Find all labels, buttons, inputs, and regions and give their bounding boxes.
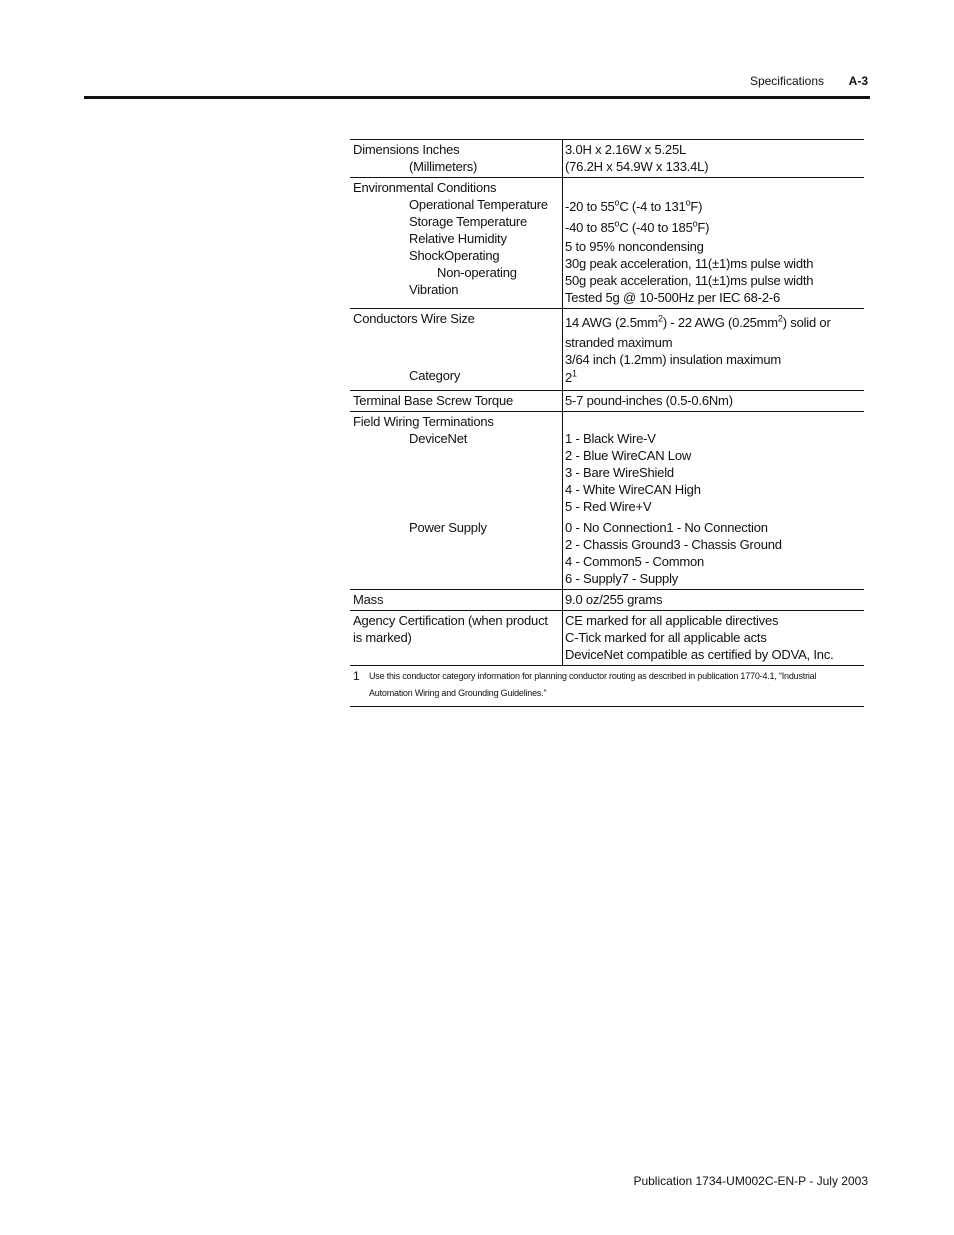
label-cell (350, 611, 563, 666)
footnote-text: Use this conductor category information for planning conductor routing as described in publication 1770-4.1, “Industrial Automation Wiring and Grounding Guidelines.” (369, 671, 817, 698)
insulation-value: 3/64 inch (1.2mm) insulation maximum (565, 352, 782, 367)
list-item: 4 - Common5 - Common (565, 554, 705, 569)
list-item: 2 - Chassis Ground3 - Chassis Ground (565, 537, 782, 552)
header-section-title: Specifications (749, 74, 824, 88)
field-wiring-label: Field Wiring Terminations (353, 414, 494, 429)
list-item: 1 - Black Wire-V (565, 431, 656, 446)
category-value: $2^1$ (565, 368, 577, 385)
mass-label: Mass (353, 592, 384, 607)
table-row-footnote (350, 666, 864, 707)
footer-publication: Publication 1734-UM002C-EN-P - July 2003 (633, 1174, 868, 1188)
agency-label: Agency Certification (when product is marked) (353, 613, 548, 645)
conductors-label: Conductors Wire Size (353, 311, 475, 326)
header-rule (84, 96, 870, 99)
dimensions-inches: 3.0H x 2.16W x 5.25L (565, 142, 687, 157)
vibration-value: Tested 5g @ 10-500Hz per IEC 68-2-6 (565, 290, 781, 305)
shock-nonoperating-label: Non-operating (437, 265, 517, 280)
label-cell (350, 178, 563, 309)
footnote-number: 1 (353, 669, 360, 683)
list-item: DeviceNet compatible as certified by ODVA, Inc. (565, 647, 834, 662)
table-row-torque (350, 391, 864, 412)
list-item: CE marked for all applicable directives (565, 613, 779, 628)
mass-value: 9.0 oz/255 grams (565, 592, 663, 607)
value-cell (563, 590, 865, 611)
list-item: 2 - Blue WireCAN Low (565, 448, 692, 463)
dimensions-sub-label: (Millimeters) (409, 159, 478, 174)
wire-size-value: 14 AWG $(2.5mm^2) - 22$ AWG $(0.25mm^2)$ solid or (565, 313, 831, 330)
list-item: 6 - Supply7 - Supply (565, 571, 679, 586)
storage-temp-value: -40 to 85$^o$C (-40 to 185$^o$F) (565, 218, 710, 235)
value-cell (563, 611, 865, 666)
shock-operating-label: ShockOperating (409, 248, 500, 263)
power-supply-label: Power Supply (409, 520, 487, 535)
table-row-field-wiring (350, 412, 864, 590)
value-cell (563, 178, 865, 309)
humidity-value: 5 to 95% noncondensing (565, 239, 704, 254)
shock-operating-value: 30g peak acceleration, 11(±1)ms pulse width (565, 256, 814, 271)
label-cell (350, 391, 563, 412)
operational-temp-label: Operational Temperature (409, 197, 548, 212)
label-cell (350, 412, 563, 590)
footnote-cell (350, 666, 864, 707)
label-cell (350, 140, 563, 178)
value-cell (563, 140, 865, 178)
devicenet-label: DeviceNet (409, 431, 468, 446)
table-row-dimensions (350, 140, 864, 178)
specifications-table (350, 139, 864, 707)
environmental-label: Environmental Conditions (353, 180, 497, 195)
list-item: 4 - White WireCAN High (565, 482, 701, 497)
wire-size-value-cont: stranded maximum (565, 335, 673, 350)
list-item: 0 - No Connection1 - No Connection (565, 520, 768, 535)
table-row-environmental (350, 178, 864, 309)
footnote-ref: 1 (572, 368, 577, 379)
table-row-mass (350, 590, 864, 611)
storage-temp-label: Storage Temperature (409, 214, 528, 229)
torque-value: 5-7 pound-inches (0.5-0.6Nm) (565, 393, 733, 408)
label-cell (350, 309, 563, 391)
dimensions-label: Dimensions Inches (353, 142, 460, 157)
value-cell (563, 309, 865, 391)
list-item: C-Tick marked for all applicable acts (565, 630, 767, 645)
list-item: 5 - Red Wire+V (565, 499, 652, 514)
list-item: 3 - Bare WireShield (565, 465, 674, 480)
operational-temp-value: -20 to 55$^o$C (-4 to 131$^o$F) (565, 197, 703, 214)
shock-nonoperating-value: 50g peak acceleration, 11(±1)ms pulse width (565, 273, 814, 288)
category-label: Category (409, 368, 461, 383)
table-row-conductors (350, 309, 864, 391)
label-cell (350, 590, 563, 611)
humidity-label: Relative Humidity (409, 231, 507, 246)
dimensions-mm: (76.2H x 54.9W x 133.4L) (565, 159, 709, 174)
table-row-agency (350, 611, 864, 666)
header-page-number: A-3 (848, 74, 868, 88)
value-cell (563, 412, 865, 590)
vibration-label: Vibration (409, 282, 459, 297)
value-cell (563, 391, 865, 412)
torque-label: Terminal Base Screw Torque (353, 393, 514, 408)
